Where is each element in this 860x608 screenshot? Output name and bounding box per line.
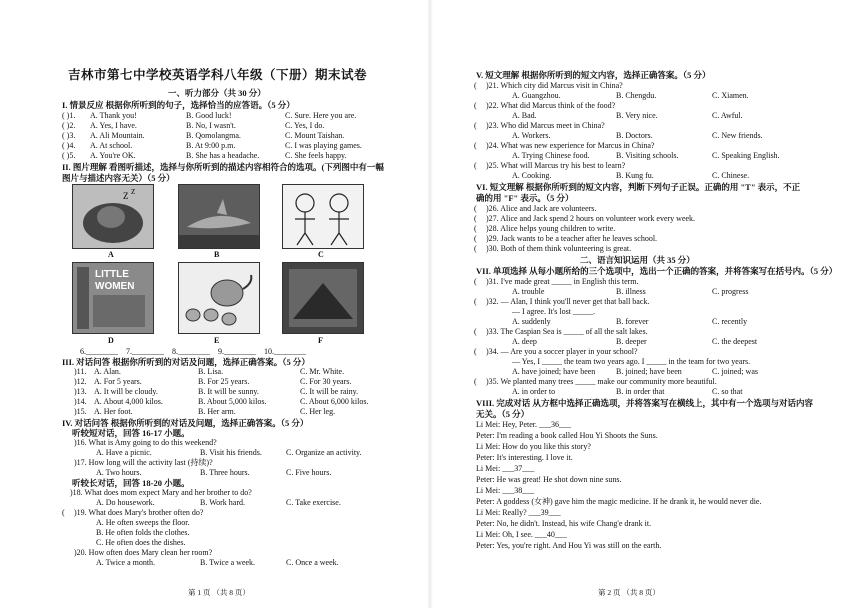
s8-heading-1: VIII. 完成对话 从方框中选择正确选项，并将答案写在横线上，其中有一个选项与对话内容: [476, 398, 813, 408]
shark-icon: [179, 185, 259, 248]
s4-q19-paren: (: [62, 508, 65, 517]
s4-q16-a: A. Have a picnic.: [96, 448, 152, 457]
s3-q11-b: B. Lisa.: [198, 367, 224, 376]
s5-paren-22: (: [474, 101, 477, 110]
s7-paren-34: (: [474, 347, 477, 356]
s6-paren-29: (: [474, 234, 477, 243]
teapot-icon: [179, 263, 259, 333]
s3-q11-c: C. Mr. White.: [300, 367, 345, 376]
s7-q32-b: B. forever: [616, 317, 649, 326]
book-title-line2: WOMEN: [95, 281, 135, 292]
s7-paren-31: (: [474, 277, 477, 286]
s7-q35-a: A. in order to: [512, 387, 556, 396]
s7-paren-35: (: [474, 377, 477, 386]
s1-q4-b: B. At 9:00 p.m.: [186, 141, 236, 150]
book-title-line1: LITTLE: [95, 269, 129, 280]
s6-paren-28: (: [474, 224, 477, 233]
s7-q34-a: A. have joined; have been: [512, 367, 596, 376]
s4-q16-b: B. Visit his friends.: [200, 448, 262, 457]
s3-q13-b: B. It will be sunny.: [198, 387, 259, 396]
s7-q33-b: B. deeper: [616, 337, 647, 346]
s7-q34-c: C. joined; was: [712, 367, 758, 376]
s8-line-1: Li Mei: Hey, Peter. ___36___: [476, 420, 572, 429]
s3-q13-c: C. It will be rainy.: [300, 387, 359, 396]
s4-q17-b: B. Three hours.: [200, 468, 250, 477]
svg-text:Z: Z: [131, 188, 136, 196]
s2-answer-blanks: 6.________ 7.________ 8.________ 9.________ 10.________: [80, 347, 306, 356]
s6-q28: )28. Alice helps young children to write.: [486, 224, 616, 233]
s1-q4-prefix: ( )4.: [62, 141, 76, 150]
s5-q24-b: B. Visiting schools.: [616, 151, 679, 160]
svg-text:Z: Z: [123, 191, 129, 201]
s7-q35: )35. We planted many trees _____ make our community more beautiful.: [486, 377, 717, 386]
s4-q19-a: A. He often sweeps the floor.: [96, 518, 190, 527]
sleeping-person-icon: [73, 185, 153, 248]
page-footer-left: 第 1 页 （共 8 页）: [188, 588, 250, 597]
s4-long-intro: 听较长对话，回答 18-20 小题。: [72, 478, 190, 488]
s4-q16: )16. What is Amy going to do this weekend?: [74, 438, 217, 447]
section1-title: 一、听力部分（共 30 分）: [168, 88, 266, 98]
s5-q22-c: C. Awful.: [712, 111, 743, 120]
picture-f-label: F: [318, 336, 323, 345]
s7-q32-line2: — I agree. It's lost _____.: [512, 307, 595, 316]
s4-heading: IV. 对话问答 根据你所听到的对话及问题，选择正确答案。（5 分）: [62, 418, 309, 428]
s1-q5-prefix: ( )5.: [62, 151, 76, 160]
page-footer-right: 第 2 页 （共 8 页）: [598, 588, 660, 597]
s5-paren-21: (: [474, 81, 477, 90]
s5-q24-c: C. Speaking English.: [712, 151, 780, 160]
s6-heading-2: 确的用 "F" 表示。（5 分）: [476, 193, 574, 203]
s6-paren-27: (: [474, 214, 477, 223]
s5-q23-b: B. Doctors.: [616, 131, 653, 140]
s5-q25-b: B. Kung fu.: [616, 171, 654, 180]
s2-heading-2: 图片与描述内容无关）（5 分）: [62, 173, 175, 183]
s5-q25-c: C. Chinese.: [712, 171, 750, 180]
s4-q20-a: A. Twice a month.: [96, 558, 156, 567]
s7-heading: VII. 单项选择 从每小题所给的三个选项中，选出一个正确的答案，并将答案写在括号内。（5 分）: [476, 266, 838, 276]
s8-line-11: Li Mei: Oh, I see. ___40___: [476, 530, 567, 539]
s5-heading: V. 短文理解 根据你所听到的短文内容，选择正确答案。（5 分）: [476, 70, 711, 80]
s4-q20-b: B. Twice a week.: [200, 558, 256, 567]
s4-q19-c: C. He often does the dishes.: [96, 538, 186, 547]
s3-q14-c: C. About 6,000 kilos.: [300, 397, 369, 406]
s1-q2-a: A. Yes, I have.: [90, 121, 137, 130]
s3-q13-a: A. It will be cloudy.: [94, 387, 158, 396]
s8-line-9: Li Mei: Really? ___39___: [476, 508, 561, 517]
s5-q25-a: A. Cooking.: [512, 171, 552, 180]
s1-heading: I. 情景反应 根据你所听到的句子，选择恰当的应答语。（5 分）: [62, 100, 295, 110]
s5-q24: )24. What was new experience for Marcus in China?: [486, 141, 655, 150]
s1-q3-c: C. Mount Taishan.: [285, 131, 345, 140]
s4-q19-b: B. He often folds the clothes.: [96, 528, 190, 537]
s5-q22-a: A. Bad.: [512, 111, 537, 120]
s7-q31-c: C. progress: [712, 287, 749, 296]
s6-q29: )29. Jack wants to be a teacher after he leaves school.: [486, 234, 658, 243]
s1-q3-b: B. Qomolangma.: [186, 131, 241, 140]
s3-q14-a: A. About 4,000 kilos.: [94, 397, 163, 406]
s7-q31-a: A. trouble: [512, 287, 545, 296]
s5-q25: )25. What will Marcus try his best to learn?: [486, 161, 626, 170]
s8-line-7: Li Mei: ___38___: [476, 486, 535, 495]
s7-q33-c: C. the deepest: [712, 337, 758, 346]
s4-q16-c: C. Organize an activity.: [286, 448, 362, 457]
s5-q23-c: C. New friends.: [712, 131, 763, 140]
s5-paren-24: (: [474, 141, 477, 150]
s8-line-6: Peter: He was great! He shot down nine suns.: [476, 475, 622, 484]
s8-line-10: Peter: No, he didn't. Instead, his wife Chang'e drank it.: [476, 519, 652, 528]
s7-q31-b: B. illness: [616, 287, 646, 296]
picture-d-label: D: [108, 336, 114, 345]
s5-q23-a: A. Workers.: [512, 131, 551, 140]
s7-q34-line2: — Yes, I _____ the team two years ago. I _____ in the team for two years.: [512, 357, 751, 366]
s3-q13-prefix: )13.: [74, 387, 87, 396]
s2-heading-1: II. 图片理解 看图听描述，选择与你所听到的描述内容相符合的选项。(下列图中有一幅: [62, 162, 384, 172]
s4-q18: )18. What does mom expect Mary and her brother to do?: [70, 488, 252, 497]
s3-q11-a: A. Alan.: [94, 367, 121, 376]
picture-b-label: B: [214, 250, 220, 259]
s1-q5-b: B. She has a headache.: [186, 151, 260, 160]
s7-q34: )34. — Are you a soccer player in your school?: [486, 347, 638, 356]
s4-q18-b: B. Work hard.: [200, 498, 245, 507]
cartoon-kids-icon: [283, 185, 363, 248]
s5-q21-a: A. Guangzhou.: [512, 91, 561, 100]
s8-line-3: Li Mei: How do you like this story?: [476, 442, 591, 451]
s1-q5-a: A. You're OK.: [90, 151, 136, 160]
s1-q1-prefix: ( )1.: [62, 111, 76, 120]
s4-q18-a: A. Do housework.: [96, 498, 155, 507]
s5-q21-b: B. Chengdu.: [616, 91, 657, 100]
section2-title: 二、语言知识运用（共 35 分）: [580, 255, 695, 265]
s1-q3-prefix: ( )3.: [62, 131, 76, 140]
s5-paren-23: (: [474, 121, 477, 130]
s1-q5-c: C. She feels happy.: [285, 151, 347, 160]
s1-q2-c: C. Yes, I do.: [285, 121, 325, 130]
right-page: [430, 0, 860, 608]
s8-line-5: Li Mei: ___37___: [476, 464, 535, 473]
s4-q17-a: A. Two hours.: [96, 468, 142, 477]
s7-q35-b: B. in order that: [616, 387, 665, 396]
s3-q15-a: A. Her foot.: [94, 407, 133, 416]
s5-q23: )23. Who did Marcus meet in China?: [486, 121, 605, 130]
s4-q17: )17. How long will the activity last (持续)?: [74, 458, 213, 467]
picture-a: [72, 184, 154, 249]
s3-q12-c: C. For 30 years.: [300, 377, 352, 386]
s6-heading-1: VI. 短文理解 根据你所听到的短文内容，判断下列句子正误。正确的用 "T" 表示，不正: [476, 182, 801, 192]
s8-heading-2: 无关。（5 分）: [476, 409, 530, 419]
s7-q32-c: C. recently: [712, 317, 748, 326]
s7-paren-33: (: [474, 327, 477, 336]
s8-line-4: Peter: It's interesting. I love it.: [476, 453, 573, 462]
picture-c: [282, 184, 364, 249]
book-icon: [73, 263, 153, 333]
s3-q14-prefix: )14.: [74, 397, 87, 406]
s3-q11-prefix: )11.: [74, 367, 87, 376]
s7-q34-b: B. joined; have been: [616, 367, 682, 376]
s3-q12-prefix: )12.: [74, 377, 87, 386]
s5-q21: )21. Which city did Marcus visit in China?: [486, 81, 623, 90]
s3-q12-b: B. For 25 years.: [198, 377, 250, 386]
s5-q24-a: A. Trying Chinese food.: [512, 151, 590, 160]
s4-q18-c: C. Take exercise.: [286, 498, 341, 507]
s3-q12-a: A. For 5 years.: [94, 377, 142, 386]
dark-scene-icon: [283, 263, 363, 333]
s3-q15-prefix: )15.: [74, 407, 87, 416]
s4-short-intro: 听较短对话，回答 16-17 小题。: [72, 428, 190, 438]
s7-q33: )33. The Caspian Sea is _____ of all the salt lakes.: [486, 327, 648, 336]
s7-q35-c: C. so that: [712, 387, 743, 396]
s1-q1-b: B. Good luck!: [186, 111, 232, 120]
picture-c-label: C: [318, 250, 324, 259]
s6-paren-30: (: [474, 244, 477, 253]
s7-q31: )31. I've made great _____ in English this term.: [486, 277, 639, 286]
picture-e: [178, 262, 260, 334]
s1-q1-c: C. Sure. Here you are.: [285, 111, 357, 120]
s8-line-8: Peter: A goddess (女神) gave him the magic medicine. If he drank it, he would never die.: [476, 497, 762, 506]
s5-q22-b: B. Very nice.: [616, 111, 658, 120]
picture-f: [282, 262, 364, 334]
s5-q21-c: C. Xiamen.: [712, 91, 749, 100]
s4-q20-c: C. Once a week.: [286, 558, 339, 567]
picture-b: [178, 184, 260, 249]
s7-q33-a: A. deep: [512, 337, 537, 346]
s4-q17-c: C. Five hours.: [286, 468, 332, 477]
s1-q2-prefix: ( )2.: [62, 121, 76, 130]
s8-line-2: Peter: I'm reading a book called Hou Yi Shoots the Suns.: [476, 431, 658, 440]
s1-q2-b: B. No, I wasn't.: [186, 121, 236, 130]
s1-q3-a: A. Ali Mountain.: [90, 131, 145, 140]
s5-q22: )22. What did Marcus think of the food?: [486, 101, 616, 110]
exam-title: 吉林市第七中学校英语学科八年级（下册）期末试卷: [68, 68, 368, 82]
s3-q14-b: B. About 5,000 kilos.: [198, 397, 267, 406]
s1-q4-c: C. I was playing games.: [285, 141, 362, 150]
s7-q32-a: A. suddenly: [512, 317, 551, 326]
s1-q1-a: A. Thank you!: [90, 111, 137, 120]
s1-q4-a: A. At school.: [90, 141, 133, 150]
s4-q19: )19. What does Mary's brother often do?: [74, 508, 204, 517]
s7-q32: )32. — Alan, I think you'll never get that ball back.: [486, 297, 650, 306]
s6-q27: )27. Alice and Jack spend 2 hours on volunteer work every week.: [486, 214, 696, 223]
picture-a-label: A: [108, 250, 114, 259]
picture-e-label: E: [214, 336, 220, 345]
s8-line-12: Peter: Yes, you're right. And Hou Yi was still on the earth.: [476, 541, 662, 550]
s7-paren-32: (: [474, 297, 477, 306]
s4-q20: )20. How often does Mary clean her room?: [74, 548, 213, 557]
s6-paren-26: (: [474, 204, 477, 213]
s6-q26: )26. Alice and Jack are volunteers.: [486, 204, 597, 213]
s3-q15-c: C. Her leg.: [300, 407, 336, 416]
s3-heading: III. 对话问答 根据你所听到的对话及问题，选择正确答案。（5 分）: [62, 357, 310, 367]
s5-paren-25: (: [474, 161, 477, 170]
s3-q15-b: B. Her arm.: [198, 407, 236, 416]
s6-q30: )30. Both of them think volunteering is great.: [486, 244, 632, 253]
picture-d: [72, 262, 154, 334]
